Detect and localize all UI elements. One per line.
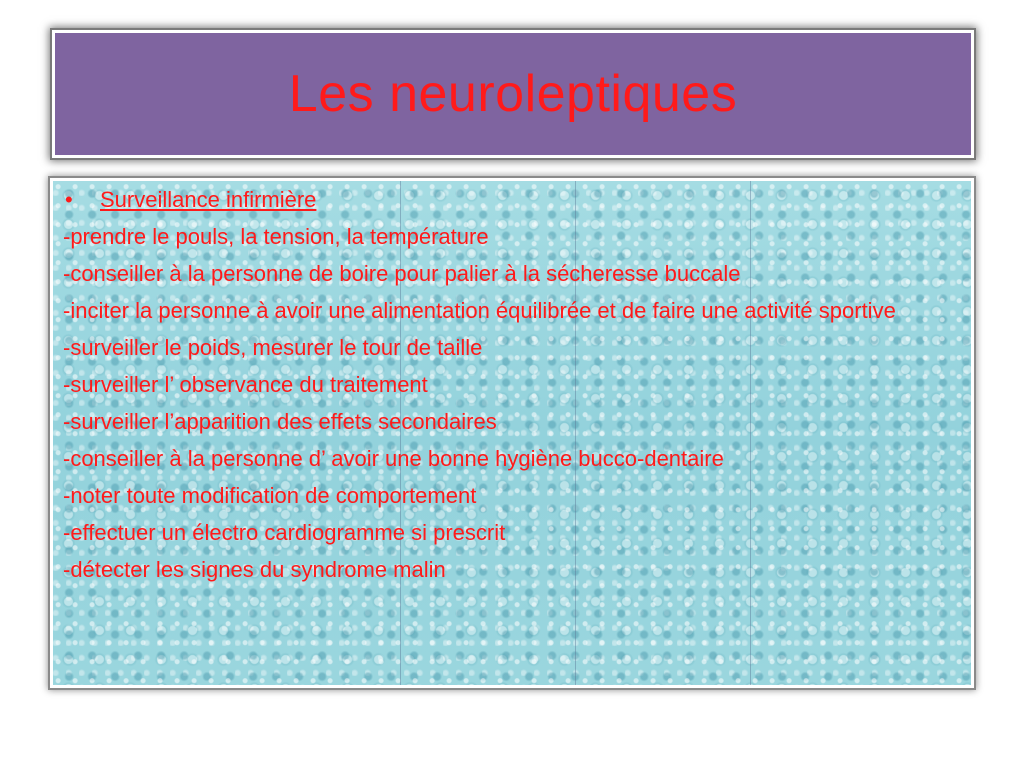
list-item: -conseiller à la personne d’ avoir une bonne hygiène bucco-dentaire (63, 446, 724, 471)
list-item: -surveiller le poids, mesurer le tour de taille (63, 335, 483, 360)
slide-title: Les neuroleptiques (288, 65, 738, 123)
section-heading: Surveillance infirmière (100, 187, 317, 212)
list-item: -effectuer un électro cardiogramme si prescrit (63, 520, 506, 545)
list-item: -surveiller l’ observance du traitement (63, 372, 428, 397)
list-item: -noter toute modification de comportement (63, 483, 477, 508)
list-item: -surveiller l’apparition des effets secondaires (63, 409, 497, 434)
bullet-icon: • (65, 187, 73, 212)
list-item: -prendre le pouls, la tension, la température (63, 224, 489, 249)
slide-body (63, 185, 961, 592)
list-item: -conseiller à la personne de boire pour palier à la sécheresse buccale (63, 261, 741, 286)
title-panel (52, 30, 974, 158)
bullet-heading-row (63, 185, 961, 215)
list-item: -inciter la personne à avoir une alimentation équilibrée et de faire une activité sportive (63, 298, 896, 323)
list-item: -détecter les signes du syndrome malin (63, 557, 446, 582)
content-panel (50, 178, 974, 688)
